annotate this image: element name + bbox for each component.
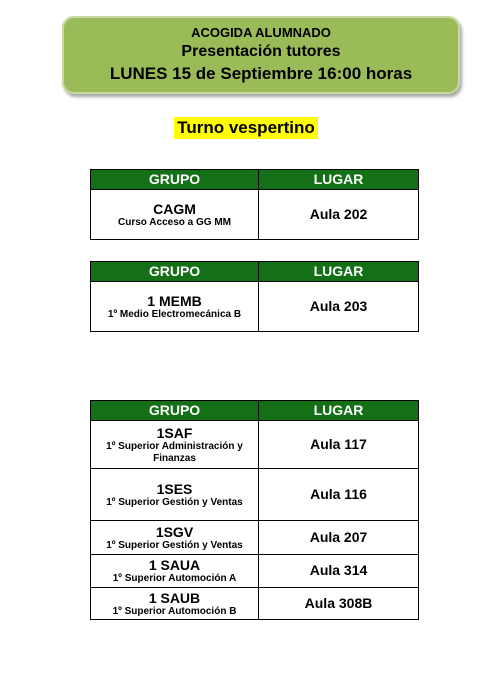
- group-name: 1º Medio Electromecánica B: [107, 308, 242, 320]
- header-grupo: GRUPO: [91, 262, 259, 282]
- aula-label: Aula 203: [309, 297, 368, 314]
- place-cell: [259, 282, 419, 332]
- header-date: LUNES 15 de Septiembre 16:00 horas: [109, 64, 413, 83]
- aula-label: Aula 207: [309, 528, 368, 545]
- header-grupo: GRUPO: [91, 401, 259, 421]
- group-cell: [91, 588, 259, 620]
- header-lugar: LUGAR: [259, 262, 419, 282]
- group-code: 1SAF: [156, 424, 193, 441]
- place-cell: [259, 469, 419, 521]
- group-cell: [91, 521, 259, 555]
- table-row: [91, 421, 419, 469]
- place-cell: [259, 190, 419, 240]
- table-row: [91, 521, 419, 555]
- place-cell: [259, 421, 419, 469]
- table-row: [91, 282, 419, 332]
- aula-label: Aula 308B: [304, 594, 373, 611]
- group-name: Curso Acceso a GG MM: [118, 216, 231, 228]
- turno-heading-wrap: [0, 117, 492, 139]
- table-row: [91, 588, 419, 620]
- group-cell: [91, 469, 259, 521]
- group-code: 1 SAUA: [148, 557, 201, 573]
- group-code: 1SES: [156, 480, 193, 497]
- group-cell: [91, 421, 259, 469]
- group-name: 1º Superior Administración y Finanzas: [106, 440, 243, 464]
- table-row: [91, 190, 419, 240]
- table-header-row: [91, 170, 419, 190]
- aula-label: Aula 314: [309, 562, 368, 578]
- group-table-1: [90, 169, 419, 240]
- group-name: 1º Superior Automoción A: [112, 573, 237, 584]
- header-banner: [62, 16, 460, 94]
- turno-heading: Turno vespertino: [174, 117, 318, 139]
- table-header-row: [91, 401, 419, 421]
- aula-label: Aula 116: [310, 485, 367, 502]
- group-code: CAGM: [153, 200, 196, 217]
- aula-label: Aula 202: [309, 205, 368, 222]
- header-lugar: LUGAR: [259, 401, 419, 421]
- header-lugar: LUGAR: [259, 170, 419, 190]
- group-name: 1º Superior Gestión y Ventas: [106, 496, 243, 508]
- group-code: 1SGV: [155, 523, 194, 540]
- place-cell: [259, 555, 419, 588]
- table-header-row: [91, 262, 419, 282]
- table-row: [91, 555, 419, 588]
- group-name: 1º Superior Automoción B: [112, 605, 237, 617]
- header-grupo: GRUPO: [91, 170, 259, 190]
- place-cell: [259, 521, 419, 555]
- group-table-3: [90, 400, 419, 620]
- group-cell: [91, 282, 259, 332]
- header-subtitle: Presentación tutores: [181, 43, 341, 60]
- group-code: 1 SAUB: [148, 589, 201, 606]
- group-code: 1 MEMB: [147, 292, 202, 309]
- group-cell: [91, 190, 259, 240]
- group-cell: [91, 555, 259, 588]
- table-row: [91, 469, 419, 521]
- aula-label: Aula 117: [310, 435, 367, 452]
- place-cell: [259, 588, 419, 620]
- group-name: 1º Superior Gestión y Ventas: [106, 539, 243, 551]
- group-table-2: [90, 261, 419, 332]
- header-title: ACOGIDA ALUMNADO: [191, 25, 331, 40]
